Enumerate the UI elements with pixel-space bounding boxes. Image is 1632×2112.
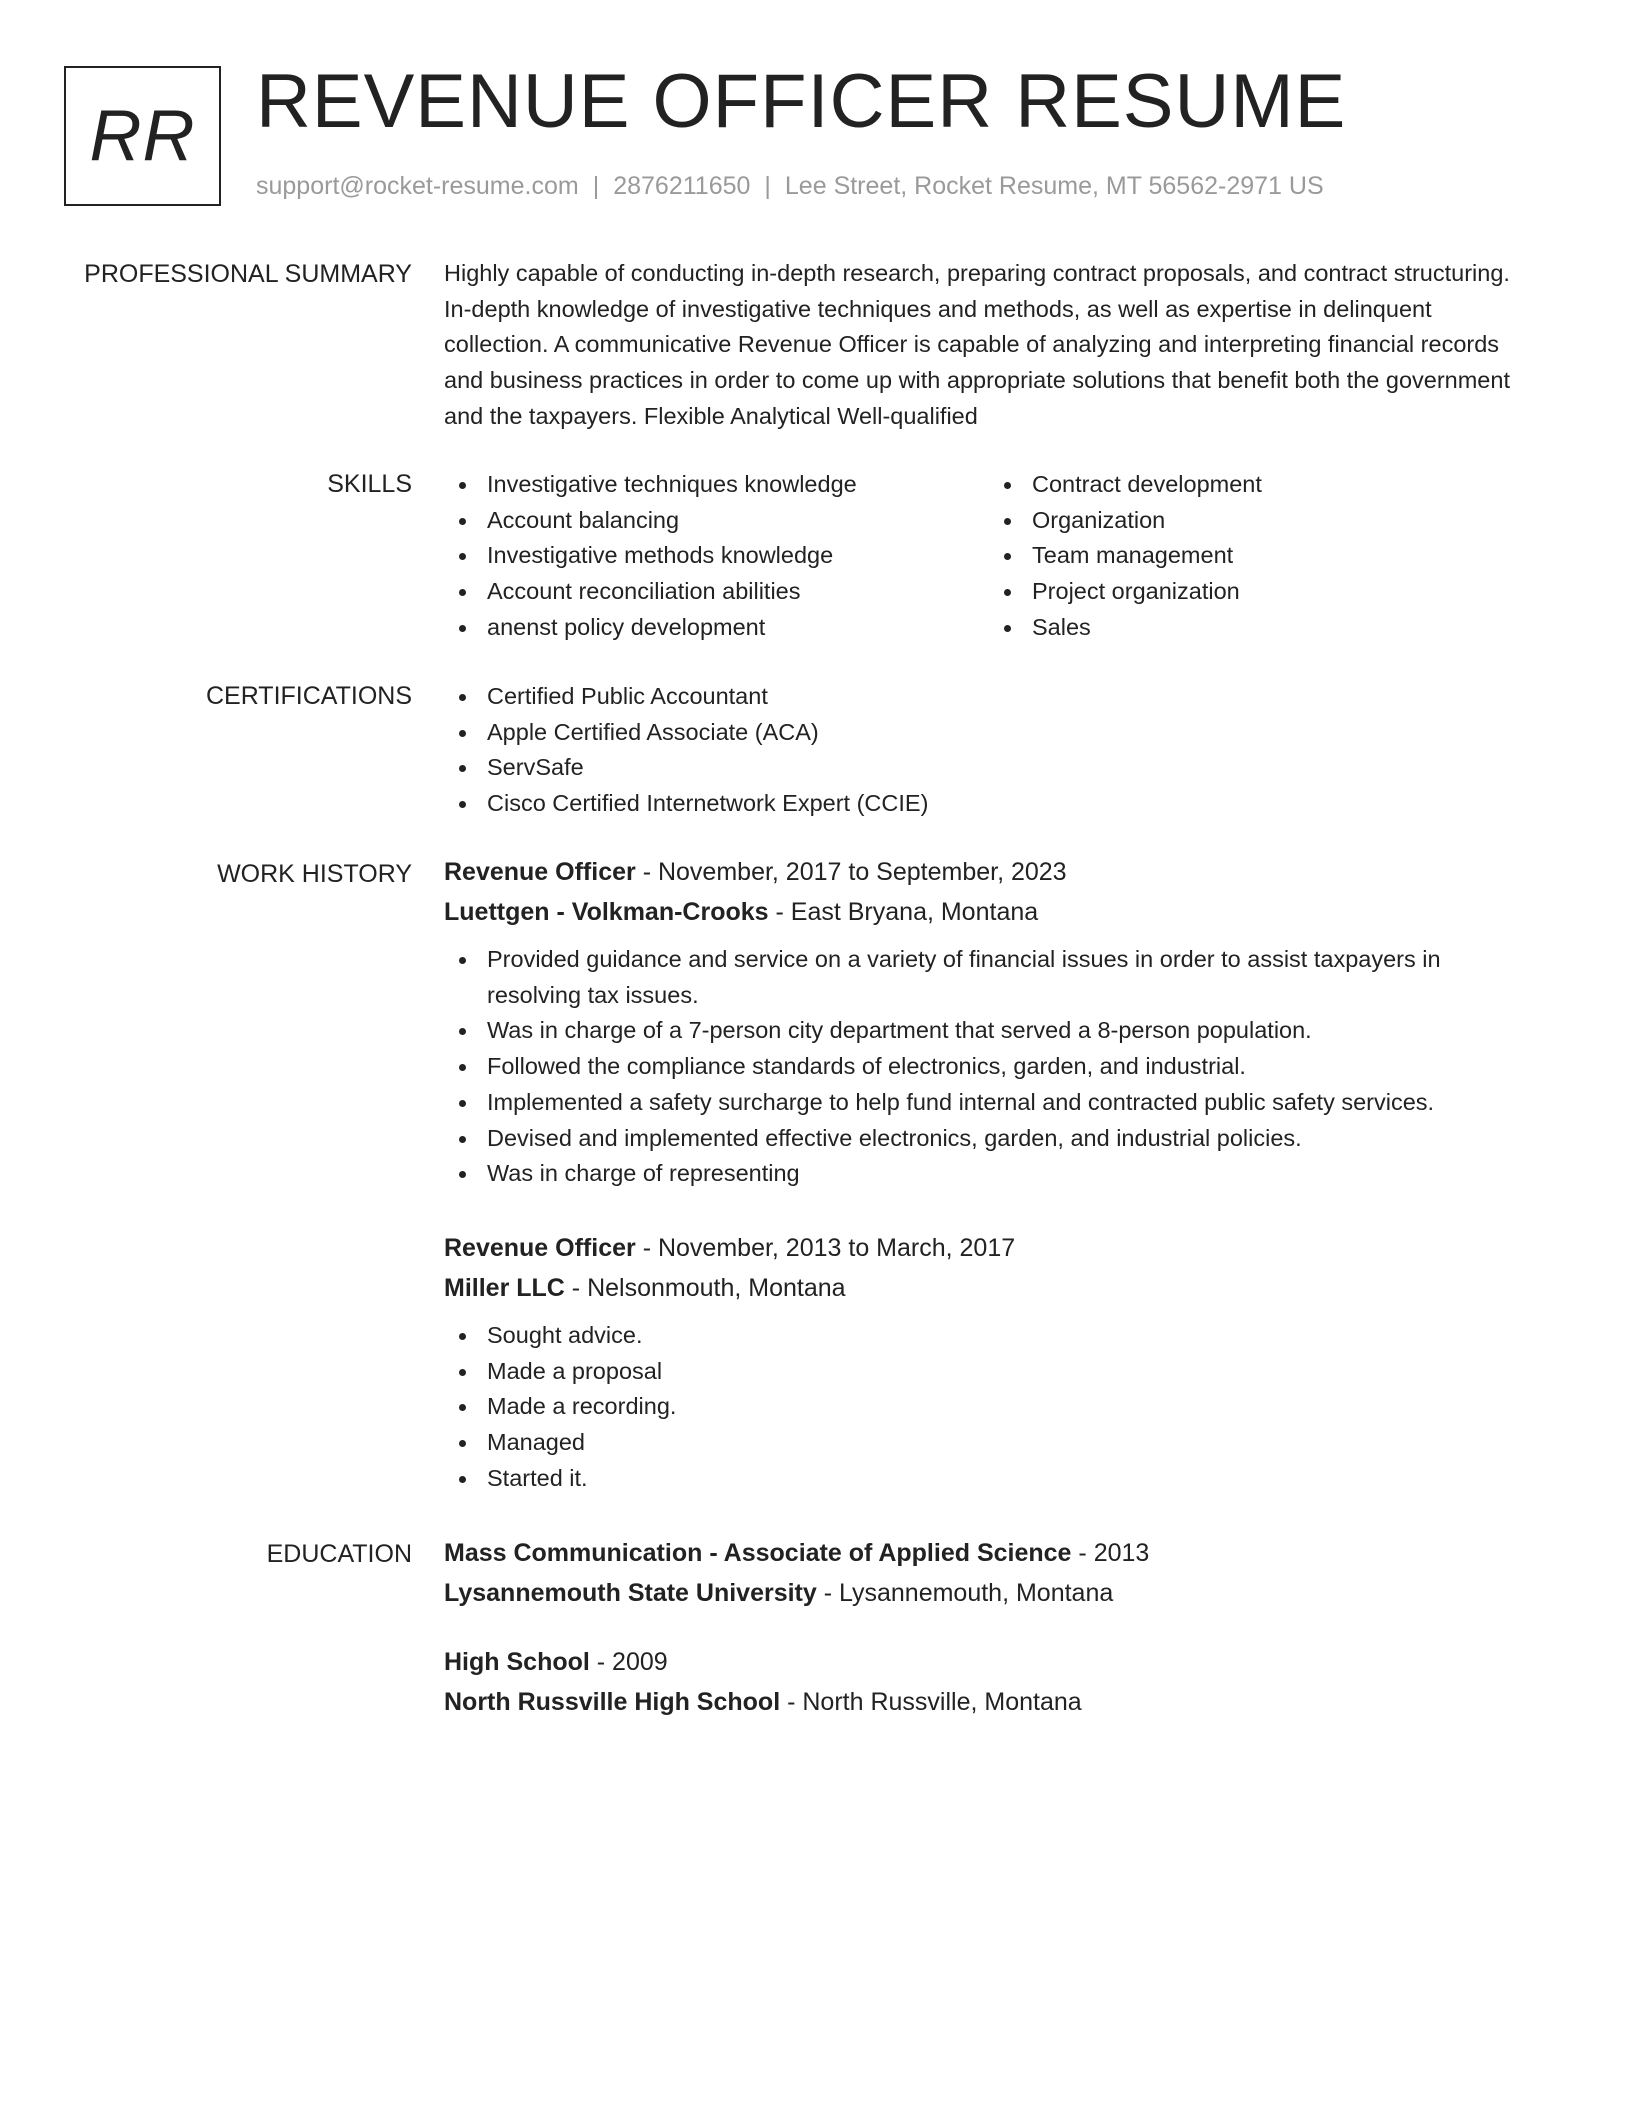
certifications-list [444, 679, 1534, 822]
certification-item: Certified Public Accountant [444, 679, 1534, 715]
monogram-logo: RR [64, 66, 221, 206]
job-duty-item: Implemented a safety surcharge to help fund internal and contracted public safety services. [444, 1085, 1534, 1121]
skill-item: Project organization [989, 574, 1529, 610]
contact-address: Lee Street, Rocket Resume, MT 56562-2971 US [784, 172, 1324, 200]
skill-item: Contract development [989, 467, 1529, 503]
contact-email[interactable]: support@rocket-resume.com [256, 172, 579, 200]
skill-item: Organization [989, 503, 1529, 539]
job-company: Miller LLC [444, 1274, 565, 1302]
skills-column-2 [989, 467, 1529, 646]
job-duty-item: Was in charge of representing [444, 1156, 1534, 1192]
skills-list-right [989, 467, 1529, 646]
education-degree: High School [444, 1648, 590, 1676]
contact-line [256, 172, 1324, 201]
job-duty-item: Made a proposal [444, 1354, 1534, 1390]
education-school: North Russville High School [444, 1688, 781, 1716]
job-location: - East Bryana, Montana [775, 898, 1039, 926]
skill-item: anenst policy development [444, 610, 984, 646]
education-school: Lysannemouth State University [444, 1579, 817, 1607]
skills-list-left [444, 467, 984, 646]
job-duty-item: Made a recording. [444, 1389, 1534, 1425]
skill-item: Account balancing [444, 503, 984, 539]
education-school-line [444, 1573, 1534, 1613]
certifications-heading: CERTIFICATIONS [205, 682, 412, 710]
education-location: - Lysannemouth, Montana [823, 1579, 1114, 1607]
education-degree: Mass Communication - Associate of Applied Science [444, 1539, 1072, 1567]
contact-separator: | [764, 172, 771, 200]
skill-item: Sales [989, 610, 1529, 646]
skills-heading: SKILLS [327, 470, 412, 498]
job-title-line [444, 1228, 1534, 1268]
summary-heading: PROFESSIONAL SUMMARY [84, 260, 412, 288]
education-entry [444, 1533, 1534, 1613]
skill-item: Team management [989, 538, 1529, 574]
contact-phone[interactable]: 2876211650 [613, 172, 751, 200]
education-year: - 2013 [1078, 1539, 1150, 1567]
resume-title: REVENUE OFFICER RESUME [256, 59, 1347, 144]
job-dates: - November, 2013 to March, 2017 [642, 1234, 1016, 1262]
job-title: Revenue Officer [444, 858, 636, 886]
certification-item: Cisco Certified Internetwork Expert (CCIE) [444, 786, 1534, 822]
job-location: - Nelsonmouth, Montana [571, 1274, 846, 1302]
job-duty-item: Followed the compliance standards of electronics, garden, and industrial. [444, 1049, 1534, 1085]
job-title-line [444, 852, 1534, 892]
skill-item: Investigative methods knowledge [444, 538, 984, 574]
skill-item: Investigative techniques knowledge [444, 467, 984, 503]
education-school-line [444, 1682, 1534, 1722]
work-history-heading: WORK HISTORY [217, 860, 412, 888]
job-duty-item: Sought advice. [444, 1318, 1534, 1354]
certification-item: Apple Certified Associate (ACA) [444, 715, 1534, 751]
job-title: Revenue Officer [444, 1234, 636, 1262]
job-entry [444, 1228, 1534, 1497]
job-duty-item: Managed [444, 1425, 1534, 1461]
job-entry [444, 852, 1534, 1192]
job-company-line [444, 1268, 1534, 1308]
certification-item: ServSafe [444, 750, 1534, 786]
education-location: - North Russville, Montana [787, 1688, 1082, 1716]
certifications-block [444, 679, 1534, 822]
education-degree-line [444, 1642, 1534, 1682]
contact-separator: | [592, 172, 600, 200]
education-degree-line [444, 1533, 1534, 1573]
job-dates: - November, 2017 to September, 2023 [642, 858, 1067, 886]
job-duty-item: Started it. [444, 1461, 1534, 1497]
summary-text: Highly capable of conducting in-depth research, preparing contract proposals, and contract structuring. In-depth knowledge of investigative techniques and methods, as well as expertise in delinquent collection. A communicative Revenue Officer is capable of analyzing and interpreting financial records and business practices in order to come up with appropriate solutions that benefit both the government and the taxpayers. Flexible Analytical Well-qualified [444, 260, 1510, 429]
job-duties-list [444, 1318, 1534, 1497]
job-duty-item: Devised and implemented effective electronics, garden, and industrial policies. [444, 1121, 1534, 1157]
job-company-line [444, 892, 1534, 932]
job-duty-item: Was in charge of a 7-person city department that served a 8-person population. [444, 1013, 1534, 1049]
job-company: Luettgen - Volkman-Crooks [444, 898, 769, 926]
skills-column-1 [444, 467, 984, 646]
job-duties-list [444, 942, 1534, 1192]
skill-item: Account reconciliation abilities [444, 574, 984, 610]
job-duty-item: Provided guidance and service on a variety of financial issues in order to assist taxpayers in resolving tax issues. [444, 942, 1534, 1013]
education-year: - 2009 [596, 1648, 668, 1676]
education-entry [444, 1642, 1534, 1722]
education-heading: EDUCATION [266, 1540, 412, 1568]
